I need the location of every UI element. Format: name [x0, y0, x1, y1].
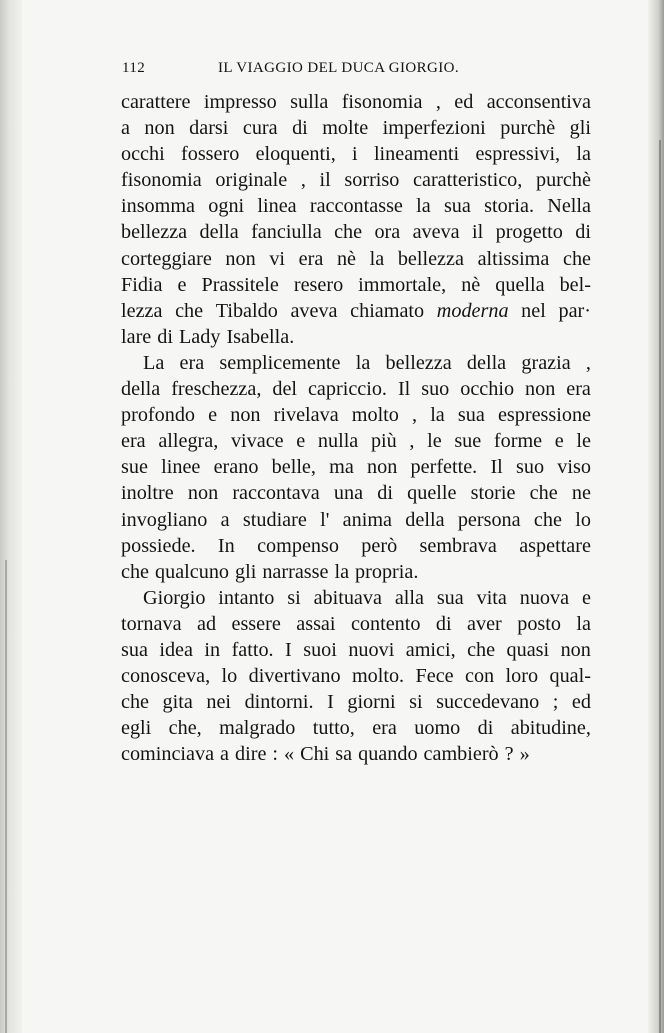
- word: originale: [215, 169, 288, 192]
- word: fisonomia: [121, 169, 202, 192]
- word: rivelava: [273, 404, 339, 427]
- word: e: [296, 430, 306, 453]
- word: suoi: [303, 638, 337, 661]
- word: »: [519, 743, 530, 766]
- body-text: [121, 89, 591, 767]
- word: ed: [454, 91, 474, 113]
- word: era: [372, 717, 397, 740]
- word: la: [416, 195, 431, 218]
- text-line: [121, 428, 591, 454]
- word: Isabella.: [226, 325, 295, 348]
- text-line: [121, 402, 591, 428]
- word: In: [217, 534, 235, 557]
- word: narrasse: [262, 560, 329, 583]
- word: acconsentiva: [486, 91, 591, 113]
- word: «: [284, 743, 295, 766]
- word: Il: [397, 378, 411, 401]
- word: sue: [454, 430, 482, 453]
- word: essere: [231, 612, 281, 635]
- word: era: [121, 430, 146, 453]
- word: che: [121, 691, 150, 714]
- word: abitudine,: [510, 717, 591, 740]
- word: propria.: [355, 560, 419, 583]
- word: compenso: [257, 534, 339, 557]
- text-line: [121, 141, 591, 167]
- paragraph: [121, 350, 591, 585]
- word: belle,: [271, 456, 316, 479]
- word: di: [157, 325, 173, 348]
- word: persona: [457, 508, 521, 531]
- word: era: [179, 351, 205, 374]
- running-head: [122, 60, 602, 86]
- word: altissima: [477, 247, 550, 270]
- word: capriccio.: [307, 378, 387, 401]
- word: fatto.: [231, 638, 274, 661]
- word: contento: [350, 612, 421, 635]
- word: che: [121, 560, 150, 583]
- word: ora: [374, 221, 401, 244]
- word: lezza: [121, 299, 163, 322]
- word: sua: [457, 404, 485, 427]
- word: sembrava: [419, 534, 497, 557]
- word: a: [220, 508, 230, 531]
- word: aveva: [412, 221, 460, 244]
- word: non: [225, 247, 256, 270]
- word: gli: [235, 560, 257, 583]
- word: di: [377, 482, 393, 505]
- word: I: [285, 638, 292, 661]
- word: Chi: [300, 743, 330, 766]
- word: sulla: [290, 91, 329, 113]
- word: tutto,: [312, 717, 355, 740]
- word: intanto: [218, 586, 275, 609]
- word: però: [361, 534, 398, 557]
- word: la: [369, 247, 385, 270]
- text-line: [121, 167, 591, 193]
- word: Fece: [415, 665, 454, 688]
- word: nuovi: [348, 638, 395, 661]
- word: inoltre: [121, 482, 174, 505]
- word: espressivi,: [475, 143, 561, 166]
- word: quella: [495, 273, 545, 296]
- word: uomo: [414, 717, 461, 740]
- word: Giorgio: [143, 586, 206, 609]
- word: corteggiare: [121, 247, 212, 270]
- word: ne: [571, 482, 591, 505]
- word: chiamato: [350, 299, 425, 322]
- word: la: [430, 404, 445, 427]
- word: bellezza: [121, 221, 188, 244]
- word: nè: [336, 247, 356, 270]
- word: a: [220, 743, 230, 766]
- word: le: [576, 430, 591, 453]
- word: raccontasse: [309, 195, 403, 218]
- word: darsi: [189, 117, 229, 140]
- word: grazia: [521, 351, 571, 374]
- word: fisonomia: [341, 91, 423, 113]
- word: del: [272, 378, 298, 401]
- word: suo: [516, 456, 545, 479]
- word: giorni: [347, 691, 396, 714]
- word: nei: [206, 691, 232, 714]
- running-title: IL VIAGGIO DEL DUCA GIORGIO.: [218, 60, 460, 76]
- word: che: [562, 247, 591, 270]
- word: cura: [242, 117, 278, 140]
- word: storie: [470, 482, 516, 505]
- word: Il: [490, 456, 503, 479]
- word: ma: [329, 456, 354, 479]
- word: ed: [571, 691, 591, 714]
- word: le: [427, 430, 442, 453]
- word: si: [409, 691, 423, 714]
- word: idea: [159, 638, 193, 661]
- page-edge-right: [648, 0, 664, 1033]
- word: immortale,: [358, 273, 447, 296]
- word: il: [319, 169, 331, 192]
- text-line: [121, 89, 591, 115]
- word: più: [370, 430, 397, 453]
- word: abituava: [313, 586, 382, 609]
- word: di: [435, 612, 452, 635]
- word: Tibaldo: [215, 299, 278, 322]
- word: e: [581, 586, 591, 609]
- word: malgrado: [219, 717, 296, 740]
- word: tornava: [121, 612, 182, 635]
- word: fossero: [181, 143, 240, 166]
- word: sa: [335, 743, 353, 766]
- word: e: [208, 404, 218, 427]
- word: perfette.: [410, 456, 478, 479]
- word: non: [187, 482, 219, 505]
- word: quando: [358, 743, 418, 766]
- word: freschezza,: [171, 378, 262, 401]
- word: ,: [435, 91, 441, 113]
- word: ?: [504, 743, 514, 766]
- word: vi: [269, 247, 286, 270]
- text-line: [121, 193, 591, 219]
- text-line: [121, 585, 591, 611]
- word: era: [566, 378, 591, 401]
- word: carattere: [121, 91, 191, 113]
- text-line: [121, 115, 591, 141]
- page-edge-left: [0, 0, 22, 1033]
- word: della: [405, 508, 445, 531]
- word: suo: [421, 378, 450, 401]
- text-line: [121, 637, 591, 663]
- word: che: [175, 299, 204, 322]
- word: qual-: [549, 665, 591, 688]
- word: bellezza: [397, 247, 464, 270]
- word: aveva: [290, 299, 338, 322]
- word: succedevano: [436, 691, 540, 714]
- word: una: [333, 482, 364, 505]
- word: allegra,: [158, 430, 219, 453]
- word: a: [121, 117, 130, 140]
- word: linee: [161, 456, 201, 479]
- word: che,: [168, 717, 202, 740]
- word: progetto: [495, 221, 563, 244]
- word: resero: [293, 273, 344, 296]
- word: della: [121, 378, 161, 401]
- word: Prassitele: [201, 273, 279, 296]
- word: non: [144, 117, 175, 140]
- word: molto: [351, 404, 399, 427]
- word: la: [576, 612, 591, 635]
- word: sorriso: [344, 169, 400, 192]
- text-line: [121, 715, 591, 741]
- word: anima: [342, 508, 392, 531]
- word: quelle: [407, 482, 457, 505]
- word: lo: [221, 665, 238, 688]
- word: si: [287, 586, 301, 609]
- word: linea: [257, 195, 297, 218]
- text-line: [121, 559, 591, 585]
- word: purchè: [500, 117, 556, 140]
- word: il: [472, 221, 484, 244]
- word: non: [560, 638, 591, 661]
- word: viso: [557, 456, 591, 479]
- word: Fidia: [121, 273, 163, 296]
- text-line: [121, 272, 591, 298]
- word: :: [272, 743, 279, 766]
- word: molto.: [351, 665, 405, 688]
- word: erano: [213, 456, 259, 479]
- word: aspettare: [519, 534, 591, 557]
- word: i: [352, 143, 358, 166]
- text-line: [121, 480, 591, 506]
- word: raccontava: [232, 482, 320, 505]
- word: loro: [505, 665, 539, 688]
- word: Nella: [547, 195, 591, 218]
- word: nel: [521, 299, 546, 322]
- word: molte: [322, 117, 369, 140]
- word: gli: [569, 117, 591, 140]
- word: eloquenti,: [255, 143, 336, 166]
- word: assai: [296, 612, 336, 635]
- word: impresso: [203, 91, 277, 113]
- word: ,: [300, 169, 306, 192]
- word: ,: [585, 351, 591, 374]
- word: caratteristico,: [413, 169, 523, 192]
- paragraph: [121, 89, 591, 350]
- page-number: 112: [122, 60, 146, 76]
- word: ad: [196, 612, 217, 635]
- word: sua: [436, 586, 464, 609]
- word: forme: [493, 430, 543, 453]
- word: amici,: [405, 638, 456, 661]
- word: e: [554, 430, 564, 453]
- word: moderna: [436, 299, 509, 322]
- text-line: [121, 663, 591, 689]
- word: conosceva,: [121, 665, 211, 688]
- word: alla: [394, 586, 424, 609]
- text-line: [121, 219, 591, 245]
- word: ,: [412, 404, 418, 427]
- word: vivace: [230, 430, 284, 453]
- word: La: [143, 351, 165, 374]
- word: I: [327, 691, 334, 714]
- text-line: [121, 507, 591, 533]
- word: nè: [461, 273, 481, 296]
- word: espressione: [497, 404, 591, 427]
- word: par·: [558, 299, 591, 322]
- word: lineamenti: [373, 143, 460, 166]
- word: studiare: [242, 508, 307, 531]
- word: cambierò: [423, 743, 499, 766]
- word: che: [533, 508, 562, 531]
- word: storia.: [484, 195, 535, 218]
- word: ;: [552, 691, 559, 714]
- word: lo: [575, 508, 591, 531]
- word: che: [334, 221, 363, 244]
- word: in: [204, 638, 221, 661]
- word: la: [355, 351, 371, 374]
- word: gita: [162, 691, 193, 714]
- text-line: [121, 298, 591, 324]
- text-line: [121, 611, 591, 637]
- word: era: [298, 247, 324, 270]
- text-line: [121, 350, 591, 376]
- word: occhi: [121, 143, 165, 166]
- word: della: [466, 351, 507, 374]
- word: Lady: [178, 325, 221, 348]
- text-line: [121, 454, 591, 480]
- word: divertivano: [248, 665, 341, 688]
- word: la: [576, 143, 591, 166]
- word: vita: [476, 586, 507, 609]
- word: cominciava: [121, 743, 215, 766]
- word: dire: [235, 743, 267, 766]
- word: non: [525, 378, 556, 401]
- word: insomma: [121, 195, 196, 218]
- word: che: [467, 638, 496, 661]
- word: sua: [121, 638, 148, 661]
- word: ,: [409, 430, 415, 453]
- word: occhio: [460, 378, 515, 401]
- text-line: [121, 533, 591, 559]
- word: purchè: [535, 169, 591, 192]
- word: quasi: [506, 638, 550, 661]
- text-line: [121, 324, 591, 350]
- word: della: [199, 221, 239, 244]
- word: di: [575, 221, 591, 244]
- word: bellezza: [385, 351, 452, 374]
- text-line: [121, 246, 591, 272]
- word: di: [292, 117, 308, 140]
- word: non: [230, 404, 261, 427]
- text-line: [121, 376, 591, 402]
- word: posto: [517, 612, 561, 635]
- word: dintorni.: [244, 691, 314, 714]
- word: invogliano: [121, 508, 208, 531]
- word: possiede.: [121, 534, 196, 557]
- word: aver: [467, 612, 502, 635]
- paragraph: [121, 585, 591, 768]
- text-line: [121, 741, 591, 767]
- word: fanciulla: [251, 221, 322, 244]
- word: lare: [121, 325, 152, 348]
- word: bel-: [559, 273, 591, 296]
- word: nulla: [317, 430, 359, 453]
- word: ogni: [208, 195, 245, 218]
- word: sua: [443, 195, 471, 218]
- word: non: [367, 456, 398, 479]
- word: imperfezioni: [382, 117, 486, 140]
- word: la: [334, 560, 350, 583]
- word: qualcuno: [155, 560, 230, 583]
- text-line: [121, 689, 591, 715]
- word: di: [477, 717, 494, 740]
- word: che: [529, 482, 558, 505]
- word: sue: [121, 456, 148, 479]
- word: semplicemente: [219, 351, 341, 374]
- word: l': [320, 508, 330, 531]
- word: nuova: [519, 586, 570, 609]
- word: e: [177, 273, 187, 296]
- word: egli: [121, 717, 152, 740]
- word: profondo: [121, 404, 196, 427]
- word: con: [465, 665, 495, 688]
